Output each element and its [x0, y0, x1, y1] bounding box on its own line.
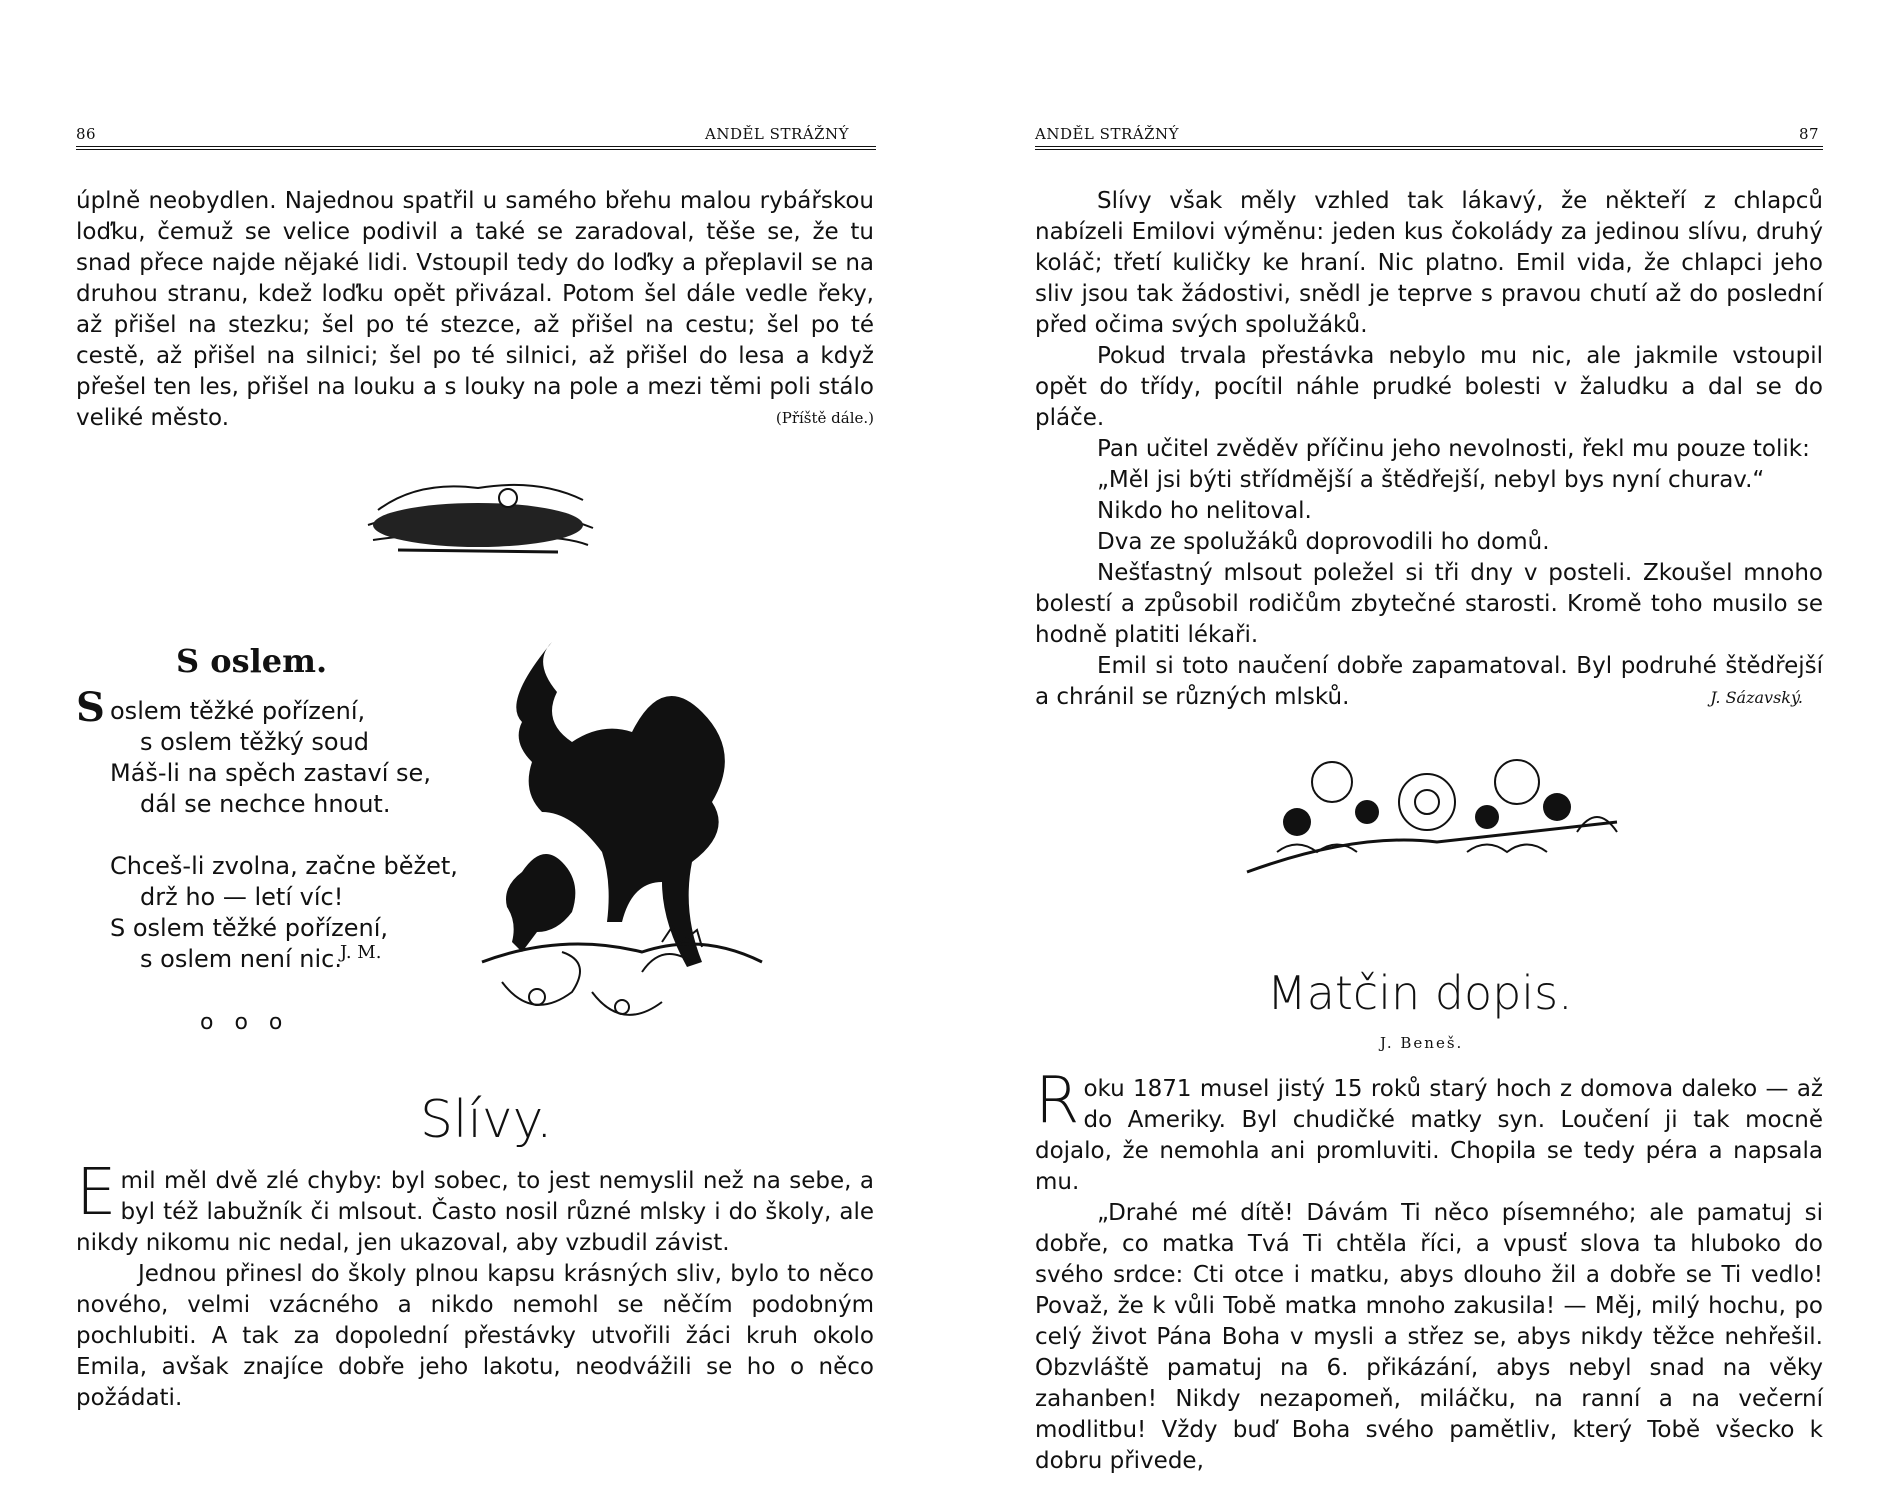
letter-author: J. Beneš.: [1380, 1034, 1464, 1052]
story-paragraph: Pokud trvala přestávka nebylo mu nic, ale jakmile vstoupil opět do třídy, pocítil náhle prudké bolesti v žaludku a dal se do pláče.: [1035, 343, 1823, 431]
page-number: 86: [76, 125, 97, 143]
continuation-note: (Příště dále.): [775, 409, 874, 427]
poem: [110, 696, 458, 975]
letter-paragraph: oku 1871 musel jistý 15 roků starý hoch z domova daleko — až do Ameriky. Byl chudičké matky syn. Loučení ji tak mocně dojalo, že nemohla ani promluviti. Chopila se tedy péra a napsala mu.: [1035, 1076, 1823, 1195]
poem-signature: J. M.: [340, 942, 382, 963]
continuation-paragraph: úplně neobydlen. Najednou spatřil u samého břehu malou rybářskou loďku, čemuž se velice podivil a také se zaradoval, těše se, že tu snad přece najde nějaké lidi. Vstoupil tedy do loďky a přeplavil se na druhou stranu, kdež loďku opět přivázal. Potom šel dále vedle řeky, až přišel na stezku; šel po té stezce, až přišel na cestu; šel po té cestě, až přišel na silnici; šel po té silnici, až přišel do lesa a když přešel ten les, přišel na louku a s louky na pole a mezi těmi poli stálo veliké město.: [76, 188, 874, 431]
letter-drop-cap: R: [1035, 1064, 1080, 1138]
donkey-silhouette-illustration: [462, 632, 772, 1042]
letter-title: Matčin dopis.: [1267, 966, 1573, 1020]
story-paragraph: Nikdo ho nelitoval.: [1097, 498, 1312, 524]
poem-line: S oslem těžké pořízení,: [110, 914, 389, 942]
story-paragraph: Pan učitel zvěděv příčinu jeho nevolnosti, řekl mu pouze tolik:: [1097, 436, 1810, 462]
landscape-vignette: [358, 470, 598, 562]
poem-line: s oslem těžký soud: [140, 728, 370, 756]
section-separator: o o o: [200, 1010, 283, 1035]
floral-vignette: [1237, 742, 1627, 882]
header-rule: [1035, 146, 1823, 150]
poem-line: s oslem není nic.: [140, 945, 342, 973]
story-paragraph: Slívy však měly vzhled tak lákavý, že někteří z chlapců nabízeli Emilovi výměnu: jeden kus čokolády za jedinou slívu, druhý koláč; třetí kuličky ke hraní. Nic platno. Emil vida, že chlapci jeho sliv jsou tak žádostivi, snědl je teprve s pravou chutí až do poslední před očima svých spolužáků.: [1035, 188, 1823, 338]
poem-line: oslem těžké pořízení,: [110, 697, 366, 725]
poem-title: S oslem.: [176, 642, 328, 680]
continuation-text: [76, 186, 874, 434]
story-drop-cap: E: [76, 1156, 117, 1230]
story-paragraph: Emil si toto naučení dobře zapamatoval. Byl podruhé štědřejší a chránil se různých mlsků.: [1035, 653, 1823, 710]
story-paragraph: „Měl jsi býti střídmější a štědřejší, nebyl bys nyní churav.“: [1097, 467, 1765, 493]
page-number: 87: [1799, 125, 1820, 143]
story-text: [76, 1156, 874, 1414]
story-paragraph: Dva ze spolužáků doprovodili ho domů.: [1097, 529, 1550, 555]
letter-paragraph: „Drahé mé dítě! Dávám Ti něco písemného; ale pamatuj si dobře, co matka Tvá Ti chtěla říci, a vpusť slova ta hluboko do svého srdce: Cti otce i matku, abys dlouho žil a dobře se Ti vedlo! Považ, že k vůli Tobě matka mnoho zakusila! — Měj, milý hochu, po celý život Pána Boha v mysli a střez se, abys nikdy těžce nehřešil. Obzvláště pamatuj na 6. přikázání, abys nebyl snad na věky zahanben! Nikdy nezapomeň, miláčku, na ranní a na večerní modlitbu! Vždy buď Boha svého pamětliv, který Tobě všecko k dobru přivede,: [1035, 1200, 1823, 1474]
poem-line: Máš-li na spěch zastaví se,: [110, 759, 431, 787]
right-page: [947, 0, 1894, 1501]
story-paragraph: mil měl dvě zlé chyby: byl sobec, to jest nemyslil než na sebe, a byl též labužník či mlsout. Často nosil různé mlsky i do školy, ale nikdy nikomu nic nedal, jen ukazoval, aby vzbudil závist.: [76, 1168, 874, 1256]
story-title: Slívy.: [420, 1090, 553, 1150]
story-signature: J. Sázavský.: [1710, 688, 1803, 707]
poem-line: dál se nechce hnout.: [140, 790, 391, 818]
poem-line: drž ho — letí víc!: [140, 883, 344, 911]
story-paragraph: Jednou přinesl do školy plnou kapsu krásných sliv, bylo to něco nového, velmi vzácného a nikdo nemohl se něčím podobným pochlubiti. A tak za dopolední přestávky utvořili žáci kruh okolo Emila, avšak znajíce dobře jeho lakotu, neodvážili se ho o něco požádati.: [76, 1261, 874, 1411]
poem-line: Chceš-li zvolna, začne běžet,: [110, 852, 458, 880]
story-continuation: [1035, 186, 1823, 713]
header-rule: [76, 146, 876, 150]
running-head: ANDĚL STRÁŽNÝ: [705, 125, 850, 143]
running-head: ANDĚL STRÁŽNÝ: [1035, 125, 1180, 143]
poem-drop-cap: S: [76, 684, 105, 731]
letter-text: [1035, 1064, 1823, 1477]
story-paragraph: Nešťastný mlsout poležel si tři dny v posteli. Zkoušel mnoho bolestí a způsobil rodičům zbytečné starosti. Kromě toho musilo se hodně platiti lékaři.: [1035, 560, 1823, 648]
